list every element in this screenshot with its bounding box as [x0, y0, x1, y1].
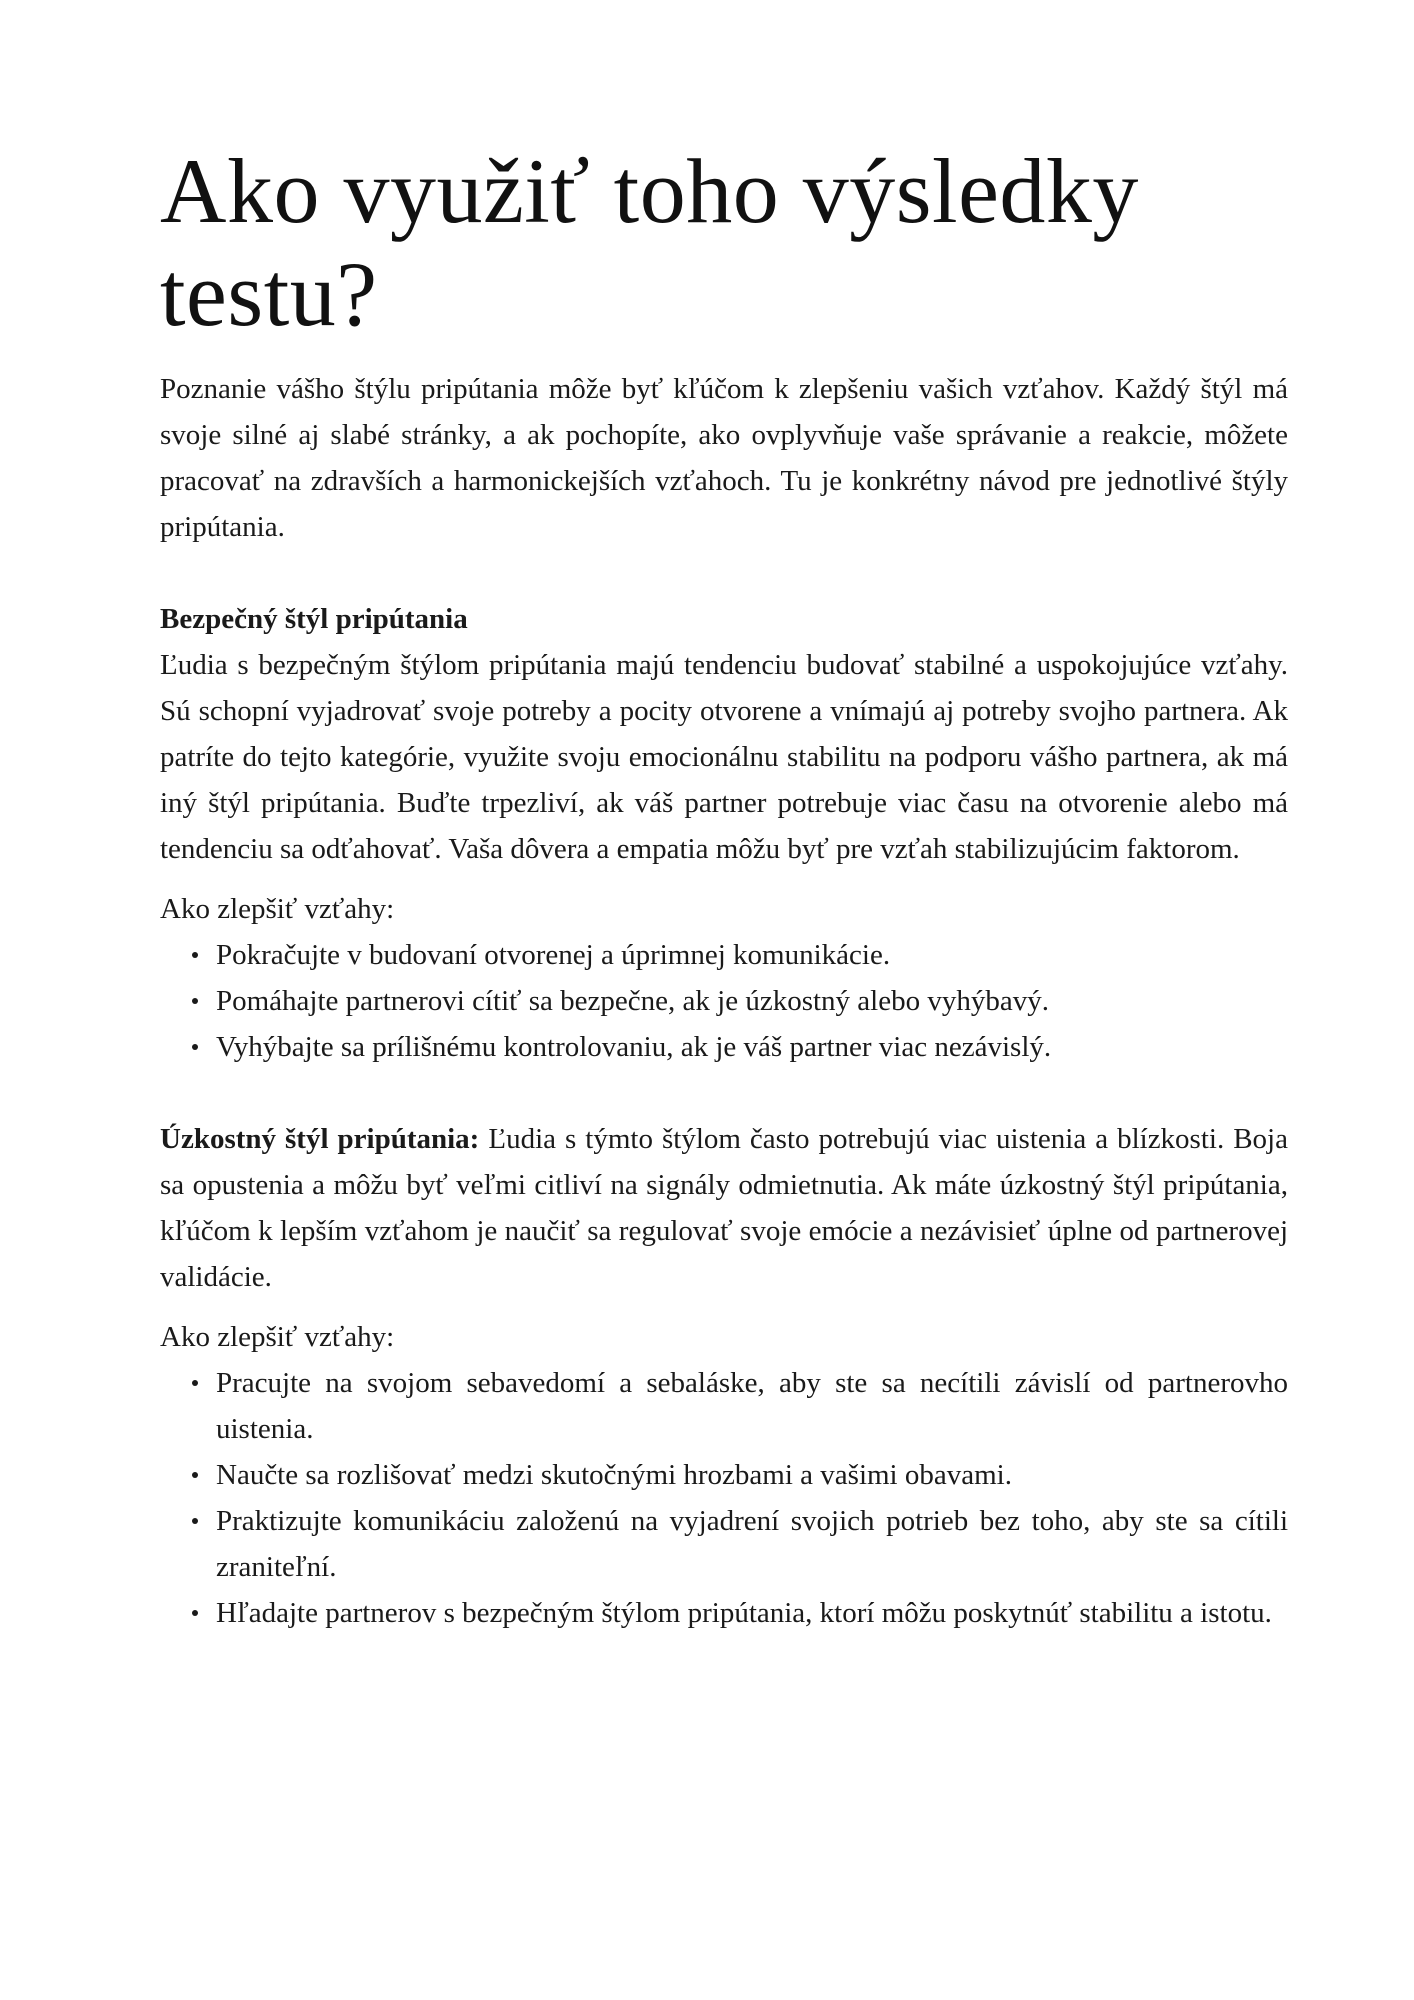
intro-paragraph: Poznanie vášho štýlu pripútania môže byť kľúčom k zlepšeniu vašich vzťahov. Každý štýl má svoje silné aj slabé stránky, a ak pochopíte, ako ovplyvňuje vaše správanie a reakcie, môžete pracovať na zdravších a harmonickejších vzťahoch. Tu je konkrétny návod pre jednotlivé štýly pripútania. — [160, 373, 1288, 544]
anxious-style-text: Ľudia s týmto štýlom často potrebujú viac uistenia a blízkosti. Boja sa opustenia a môžu byť veľmi citliví na signály odmietnutia. Ak máte úzkostný štýl pripútania, kľúčom k lepším vzťahom je naučiť sa regulovať svoje emócie a nezávisieť úplne od partnerovej validácie. — [160, 1123, 1288, 1294]
list-item: Praktizujte komunikáciu založenú na vyjadrení svojich potrieb bez toho, aby ste sa cítili zraniteľní. — [216, 1498, 1288, 1590]
secure-style-paragraph: Ľudia s bezpečným štýlom pripútania majú tendenciu budovať stabilné a uspokojujúce vzťahy. Sú schopní vyjadrovať svoje potreby a pocity otvorene a vnímajú aj potreby svojho partnera. Ak patríte do tejto kategórie, využite svoju emocionálnu stabilitu na podporu vášho partnera, ak má iný štýl pripútania. Buďte trpezliví, ak váš partner potrebuje viac času na otvorenie alebo má tendenciu sa odťahovať. Vaša dôvera a empatia môžu byť pre vzťah stabilizujúcim faktorom. — [160, 649, 1288, 866]
secure-improve-label: Ako zlepšiť vzťahy: — [160, 893, 395, 926]
document-page — [160, 140, 1288, 1636]
anxious-improve-label: Ako zlepšiť vzťahy: — [160, 1321, 395, 1354]
list-item: Pracujte na svojom sebavedomí a sebaláske, aby ste sa necítili závislí od partnerovho uistenia. — [216, 1360, 1288, 1452]
anxious-style-paragraph — [160, 1116, 1288, 1300]
list-item: Pomáhajte partnerovi cítiť sa bezpečne, ak je úzkostný alebo vyhýbavý. — [216, 978, 1288, 1024]
page-title: Ako využiť toho výsledky testu? — [160, 140, 1139, 346]
list-item: Pokračujte v budovaní otvorenej a úprimnej komunikácie. — [216, 932, 1288, 978]
list-item: Vyhýbajte sa prílišnému kontrolovaniu, ak je váš partner viac nezávislý. — [216, 1024, 1288, 1070]
anxious-improve-list — [160, 1360, 1288, 1636]
secure-style-heading: Bezpečný štýl pripútania — [160, 603, 468, 636]
secure-improve-list — [160, 932, 1288, 1070]
anxious-style-heading: Úzkostný štýl pripútania: — [160, 1123, 480, 1156]
list-item: Hľadajte partnerov s bezpečným štýlom pripútania, ktorí môžu poskytnúť stabilitu a istotu. — [216, 1590, 1288, 1636]
list-item: Naučte sa rozlišovať medzi skutočnými hrozbami a vašimi obavami. — [216, 1452, 1288, 1498]
